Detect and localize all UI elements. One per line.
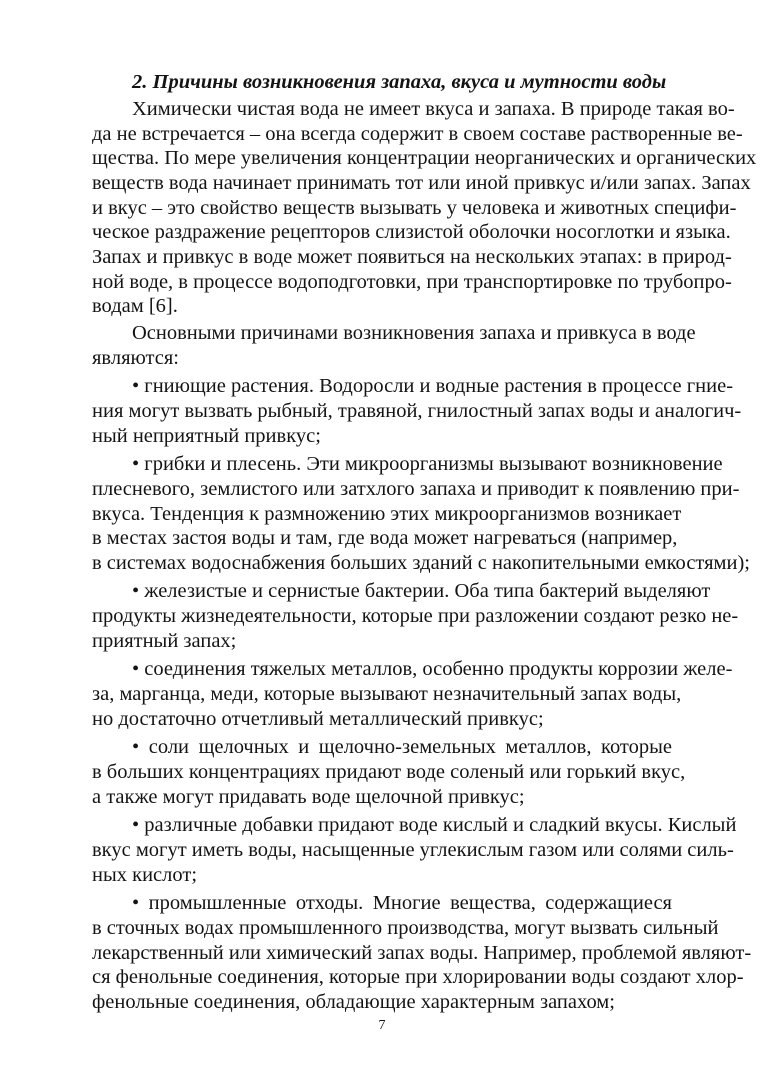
text-line: ческое раздражение рецепторов слизистой оболочки носоглотки и языка. [92,221,731,244]
paragraph-causes [92,321,696,370]
text-line: ной воде, в процессе водоподготовки, при транспортировке по трубопро- [92,270,732,293]
paragraph-intro [92,97,757,319]
text-line: а также могут придавать воде щелочной привкус; [92,785,525,808]
text-line: • железистые и сернистые бактерии. Оба типа бактерий выделяют [132,580,711,603]
text-line: вкуса. Тенденция к размножению этих микроорганизмов возникает [92,502,682,525]
page-number: 7 [378,1018,386,1033]
list-item [92,657,733,731]
list-item [92,452,751,575]
text-line: в местах застоя воды и там, где вода может нагреваться (например, [92,527,678,550]
text-line: в больших концентрациях придают воде соленый или горький вкус, [92,761,686,784]
text-line: в сточных водах промышленного производства, могут вызвать сильный [92,917,719,939]
text-line: но достаточно отчетливый металлический привкус; [92,707,544,730]
text-line: вкус могут иметь воды, насыщенные углекислым газом или солями силь- [92,839,734,862]
text-line: ных кислот; [92,863,198,886]
text-line: ния могут вызвать рыбный, травяной, гнилостный запах воды и аналогич- [92,399,742,422]
text-line: • гниющие растения. Водоросли и водные растения в процессе гние- [132,375,734,398]
body-text [92,97,757,1015]
text-line: являются: [92,346,179,369]
text-line: ся фенольные соединения, которые при хлорировании воды создают хлор- [92,966,744,989]
text-line: щества. По мере увеличения концентрации неорганических и органических [92,147,757,170]
text-line: • различные добавки придают воде кислый и сладкий вкусы. Кислый [132,814,737,837]
text-line: за, марганца, меди, которые вызывают незначительный запах воды, [92,683,682,706]
section-heading: 2. Причины возникновения запаха, вкуса и мутности воды [132,71,667,93]
text-line: веществ вода начинает принимать тот или иной привкус и/или запах. Запах [92,171,751,194]
list-item [92,891,752,1014]
text-line: водам [6]. [92,295,178,318]
list-item [92,813,737,887]
text-line: Химически чистая вода не имеет вкуса и запаха. В природе такая во- [132,98,735,120]
text-line: • грибки и плесень. Эти микроорганизмы вызывают возникновение [132,453,723,476]
text-line: • промышленные отходы. Многие вещества, содержащиеся [132,892,672,915]
text-line: • соли щелочных и щелочно-земельных металлов, которые [132,736,672,759]
text-line: • соединения тяжелых металлов, особенно продукты коррозии желе- [132,658,733,681]
text-line: фенольные соединения, обладающие характерным запахом; [92,990,615,1013]
list-item [92,374,742,448]
text-line: приятный запах; [92,629,237,652]
text-line: в системах водоснабжения больших зданий с накопительными емкостями); [92,551,751,574]
text-line: плесневого, землистого или затхлого запаха и приводит к появлению при- [92,477,740,500]
text-line: Запах и привкус в воде может появиться на нескольких этапах: в природ- [92,245,732,268]
text-line: да не встречается – она всегда содержит в своем составе растворенные ве- [92,122,743,145]
text-line: лекарственный или химический запах воды. Например, проблемой являют- [92,941,752,964]
text-line: продукты жизнедеятельности, которые при разложении создают резко не- [92,605,739,628]
text-line: и вкус – это свойство веществ вызывать у человека и животных специфи- [92,196,737,219]
list-item [92,579,739,653]
list-item [92,735,686,809]
text-line: Основными причинами возникновения запаха и привкуса в воде [132,321,696,344]
text-line: ный неприятный привкус; [92,424,321,447]
